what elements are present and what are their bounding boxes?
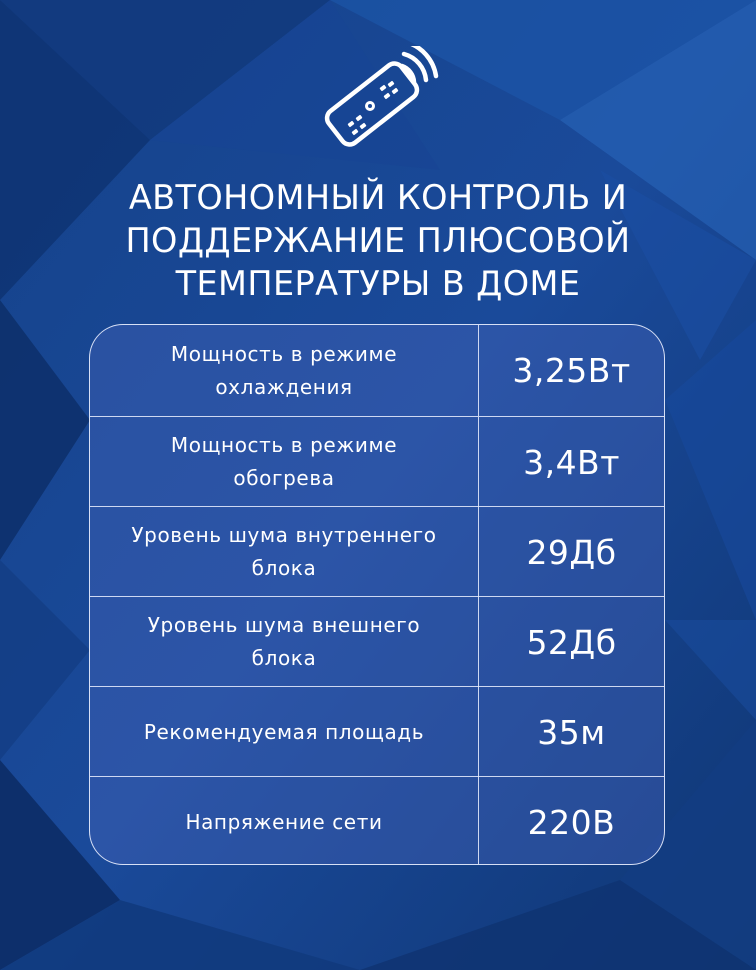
spec-value: 29Дб [478, 507, 664, 597]
title-line-3: ТЕМПЕРАТУРЫ В ДОМЕ [175, 264, 581, 303]
spec-row-recommended-area [90, 686, 664, 777]
page-title [0, 176, 756, 305]
spec-value: 52Дб [478, 597, 664, 687]
spec-value: 3,4Вт [478, 417, 664, 507]
spec-value: 220В [478, 777, 664, 865]
spec-value: 35м [478, 687, 664, 777]
spec-label: Мощность в режиме охлаждения [170, 341, 398, 399]
spec-row-outdoor-noise [90, 596, 664, 687]
spec-row-cooling-power [90, 325, 664, 416]
spec-label: Напряжение сети [185, 809, 383, 834]
spec-label: Уровень шума внешнего блока [147, 613, 421, 670]
spec-row-indoor-noise [90, 506, 664, 597]
spec-label: Уровень шума внутреннего блока [131, 523, 437, 580]
spec-value: 3,25Вт [478, 325, 664, 416]
specifications-table [89, 324, 665, 865]
remote-control-icon [322, 46, 440, 158]
spec-label: Рекомендуемая площадь [143, 719, 425, 744]
title-line-2: ПОДДЕРЖАНИЕ ПЛЮСОВОЙ [125, 221, 631, 260]
spec-label: Мощность в режиме обогрева [170, 433, 398, 490]
spec-row-heating-power [90, 416, 664, 507]
title-line-1: АВТОНОМНЫЙ КОНТРОЛЬ И [128, 178, 628, 217]
spec-row-voltage [90, 776, 664, 865]
